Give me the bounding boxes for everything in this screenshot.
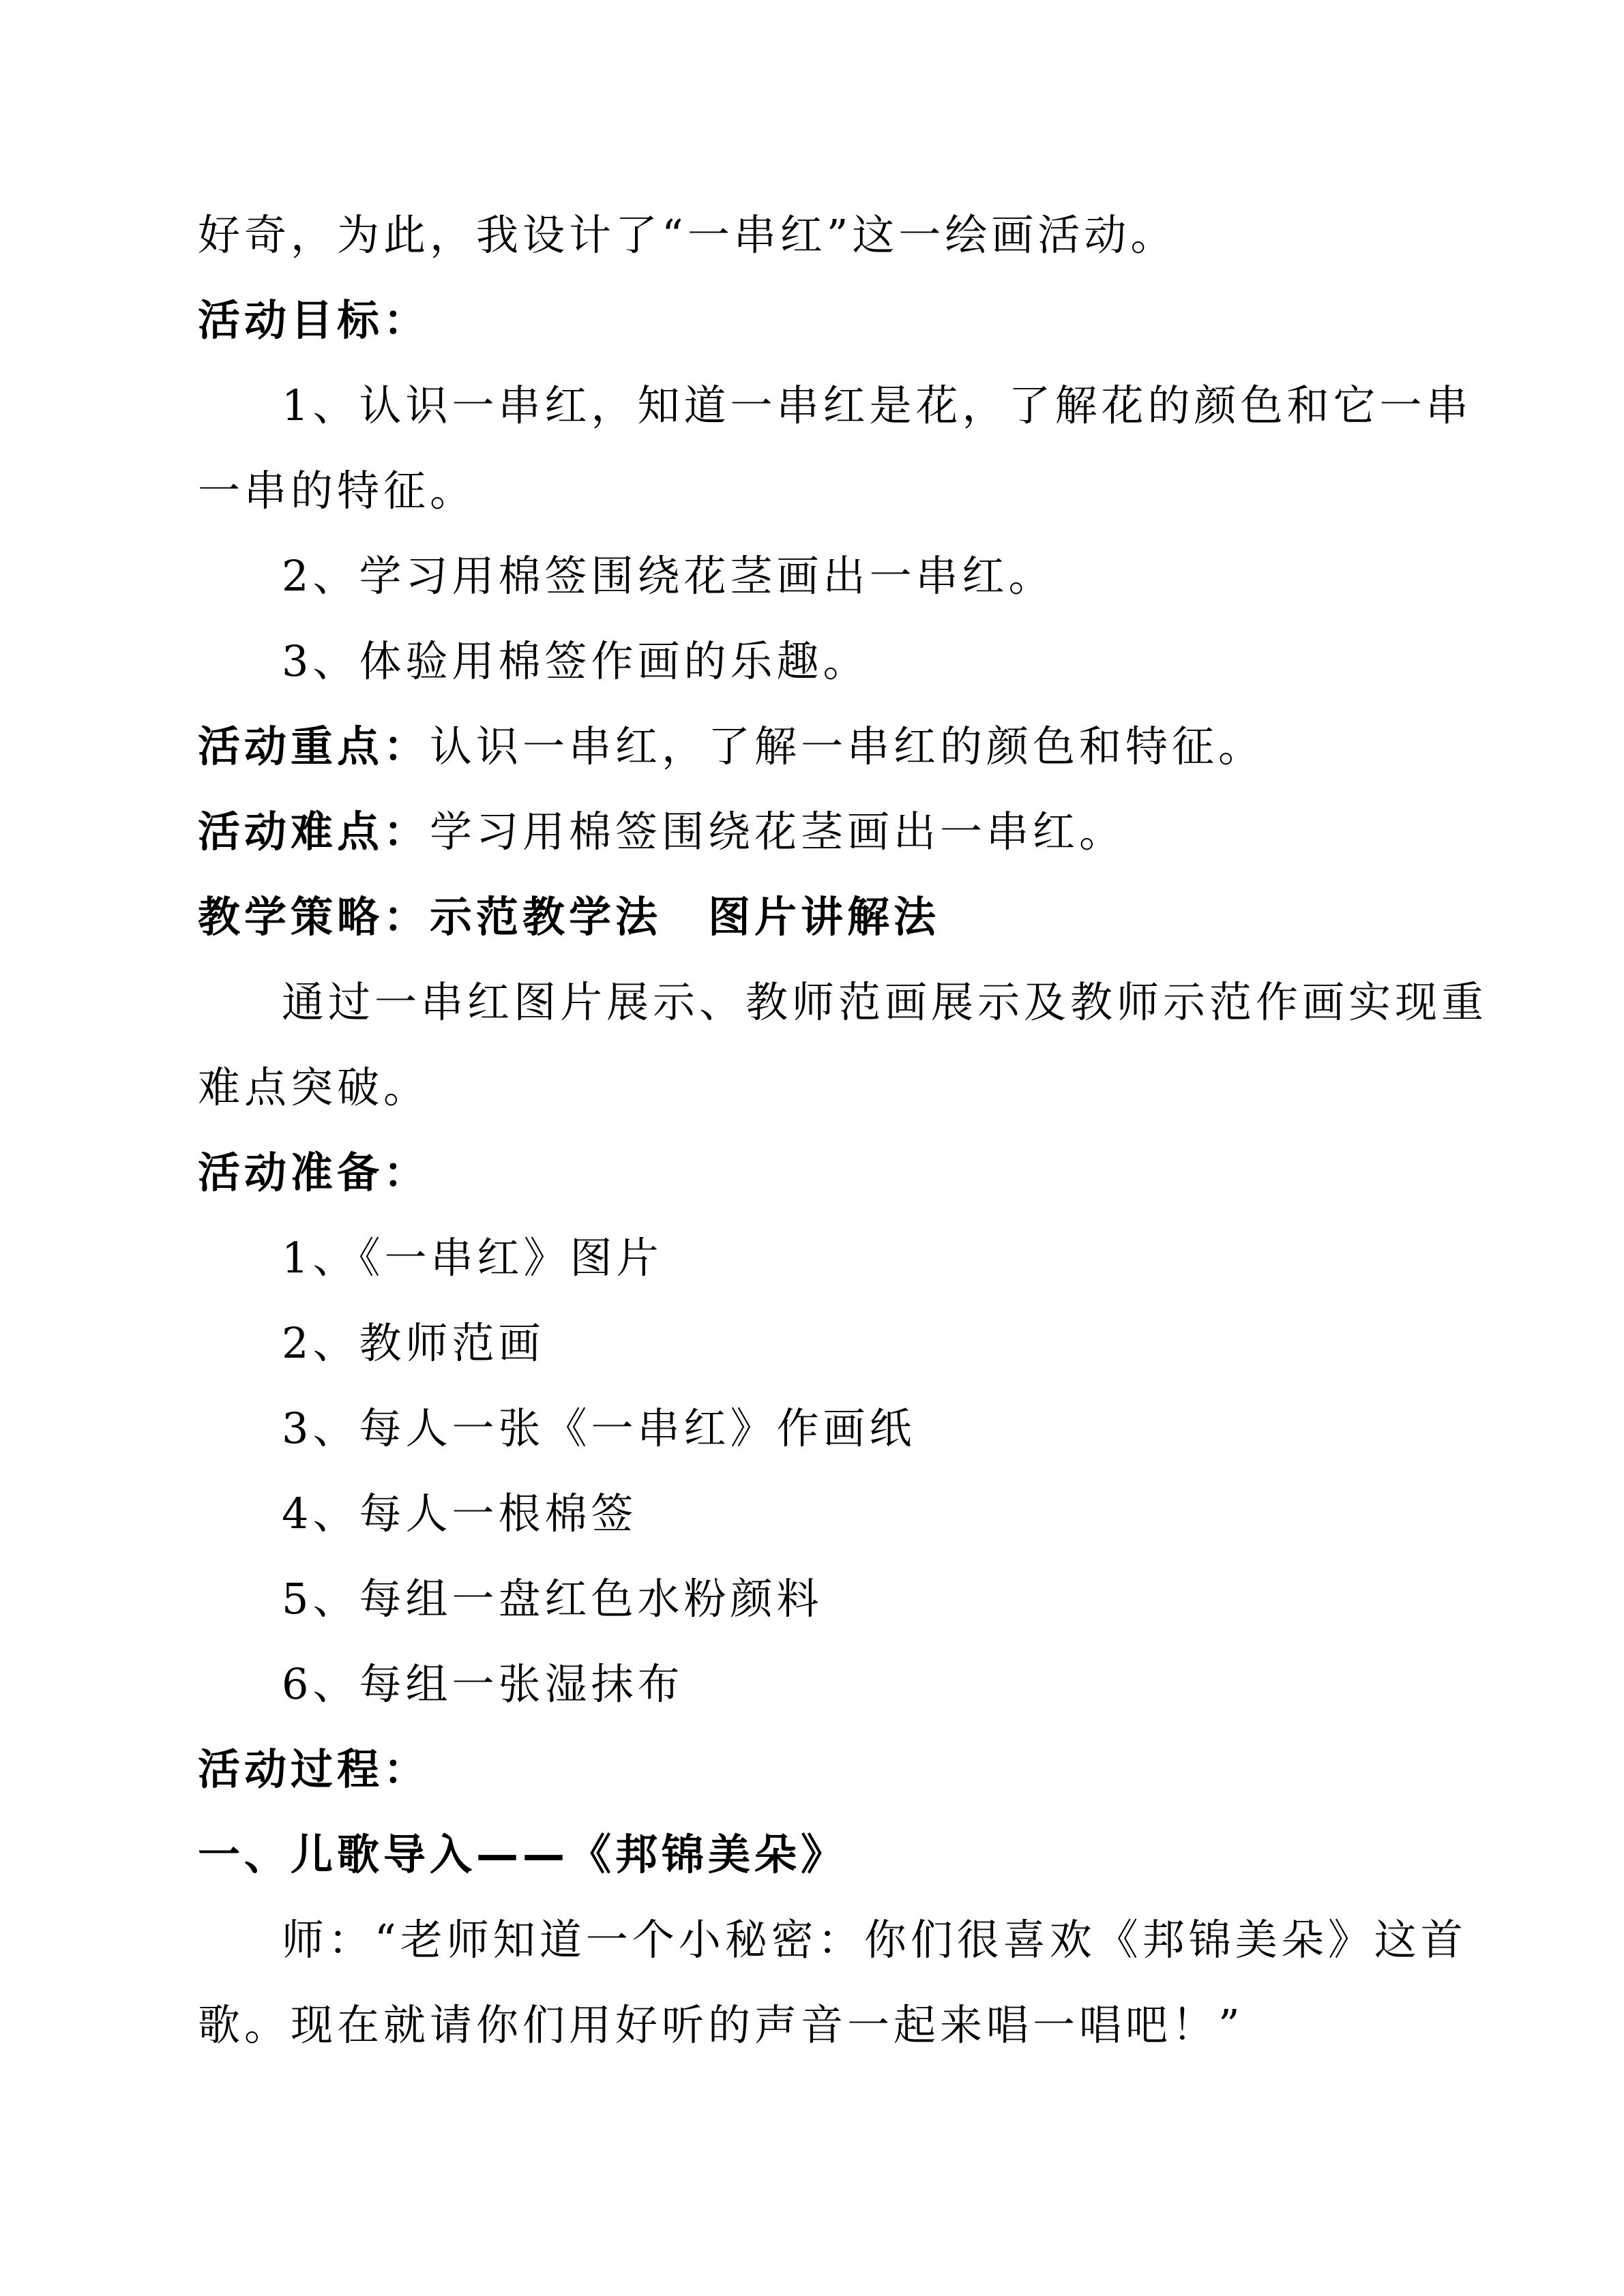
goal-item-1: 1、认识一串红，知道一串红是花，了解花的颜色和它一串	[282, 381, 1473, 430]
prep-item-1: 1、《一串红》图片	[282, 1233, 663, 1283]
prep-item-6: 6、每组一张湿抹布	[282, 1659, 684, 1709]
heading-activity-preparation: 活动准备：	[198, 1148, 430, 1197]
prep-item-5: 5、每组一盘红色水粉颜料	[282, 1574, 823, 1624]
prep-item-3: 3、每人一张《一串红》作画纸	[282, 1403, 916, 1453]
activity-key-point-label: 活动重点：	[198, 721, 430, 771]
teacher-dialogue: 师：“老师知道一个小秘密：你们很喜欢《邦锦美朵》这首	[282, 1915, 1467, 1965]
strategy-description: 通过一串红图片展示、教师范画展示及教师示范作画实现重	[282, 977, 1488, 1027]
activity-key-point-text: 认识一串红，了解一串红的颜色和特征。	[430, 721, 1265, 771]
activity-difficulty	[198, 805, 1125, 859]
prep-item-2: 2、教师范画	[282, 1318, 545, 1368]
goal-item-2: 2、学习用棉签围绕花茎画出一串红。	[282, 551, 1055, 601]
strategy-description-continued: 难点突破。	[198, 1062, 430, 1112]
teacher-dialogue-continued: 歌。现在就请你们用好听的声音一起来唱一唱吧！”	[198, 2000, 1244, 2050]
heading-activity-process: 活动过程：	[198, 1744, 430, 1794]
heading-teaching-strategy: 教学策略：示范教学法 图片讲解法	[198, 892, 941, 942]
activity-difficulty-text: 学习用棉签围绕花茎画出一串红。	[430, 807, 1126, 856]
paragraph-intro-end: 好奇，为此，我设计了“一串红”这一绘画活动。	[198, 210, 1177, 260]
heading-activity-goals: 活动目标：	[198, 295, 430, 345]
heading-step-one: 一、儿歌导入——《邦锦美朵》	[198, 1830, 848, 1879]
goal-item-1-continued: 一串的特征。	[198, 466, 477, 516]
goal-item-3: 3、体验用棉签作画的乐趣。	[282, 636, 870, 686]
prep-item-4: 4、每人一根棉签	[282, 1489, 638, 1538]
activity-difficulty-label: 活动难点：	[198, 807, 430, 856]
activity-key-point	[198, 719, 1265, 774]
